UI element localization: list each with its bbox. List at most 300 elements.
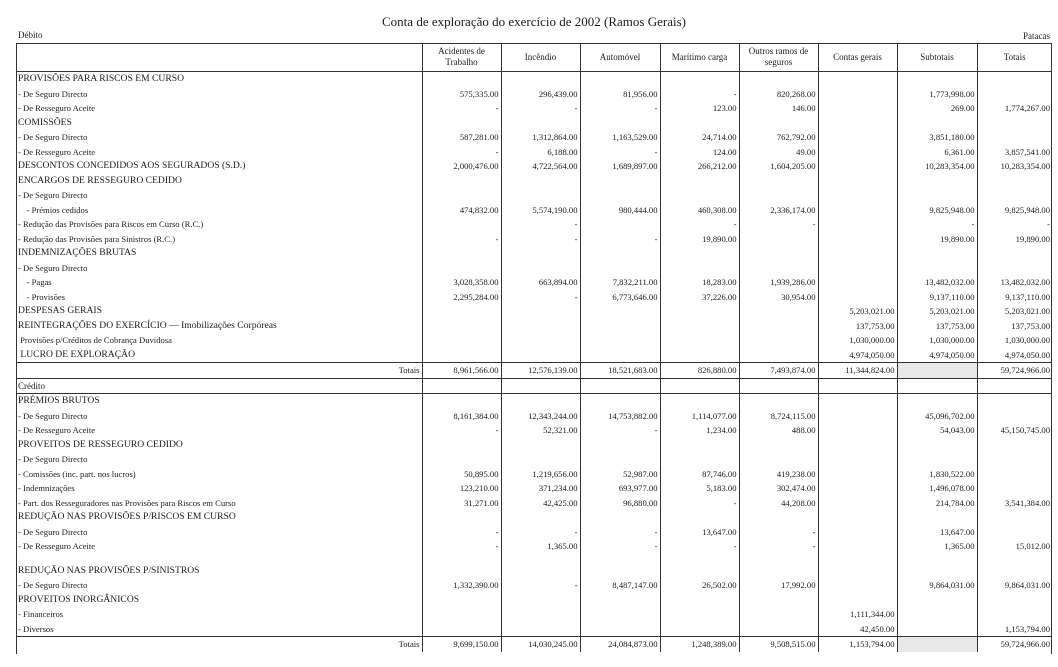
value-cell: [501, 622, 580, 637]
value-cell: [977, 394, 1052, 409]
column-header: Automóvel: [580, 43, 660, 72]
value-cell: 2,295,284.00: [422, 290, 501, 305]
table-row: [16, 275, 1052, 290]
value-cell: [897, 378, 977, 394]
row-label: - De Seguro Directo: [18, 526, 88, 537]
value-cell: 12,343,244.00: [501, 409, 580, 424]
value-cell: [501, 116, 580, 131]
column-header: Contas gerais: [818, 43, 897, 72]
value-cell: 371,234.00: [501, 481, 580, 496]
value-cell: [422, 304, 501, 319]
value-cell: 693,977.00: [580, 481, 660, 496]
value-cell: 8,724,115.00: [739, 409, 818, 424]
value-cell: [660, 378, 739, 394]
value-cell: 137,753.00: [897, 319, 977, 334]
value-cell: 81,956.00: [580, 87, 660, 102]
value-cell: [660, 304, 739, 319]
value-cell: [897, 593, 977, 608]
table-row: [16, 348, 1052, 363]
value-cell: 31,271.00: [422, 496, 501, 511]
totals-row: [16, 637, 1052, 652]
value-cell: [977, 116, 1052, 131]
value-cell: 1,114,077.00: [660, 409, 739, 424]
value-cell: [580, 188, 660, 203]
value-cell: [897, 394, 977, 409]
row-label: - Provisões: [18, 291, 66, 302]
value-cell: [977, 593, 1052, 608]
value-cell: 45,150,745.00: [977, 423, 1052, 438]
row-label: - De Resseguro Aceite: [18, 541, 96, 552]
row-label: Provisões p/Créditos de Cobrança Duvidosa: [18, 335, 172, 346]
row-label: PROVISÕES PARA RISCOS EM CURSO: [18, 73, 184, 85]
value-cell: 8,487,147.00: [580, 578, 660, 593]
value-cell: [818, 578, 897, 593]
value-cell: 7,493,874.00: [739, 363, 818, 379]
value-cell: 8,161,384.00: [422, 409, 501, 424]
value-cell: 266,212.00: [660, 159, 739, 174]
value-cell: [818, 72, 897, 87]
value-cell: 820,268.00: [739, 87, 818, 102]
value-cell: [660, 607, 739, 622]
value-cell: [501, 319, 580, 334]
document-title: Conta de exploração do exercício de 2002 (Ramos Gerais): [382, 14, 686, 29]
value-cell: [739, 188, 818, 203]
value-cell: [501, 348, 580, 363]
value-cell: [739, 378, 818, 394]
value-cell: [977, 607, 1052, 622]
value-cell: 24,084,873.00: [580, 637, 660, 652]
value-cell: 18,283.00: [660, 275, 739, 290]
row-label: - De Seguro Directo: [18, 88, 88, 99]
value-cell: 52,987.00: [580, 467, 660, 482]
value-cell: 1,332,390.00: [422, 578, 501, 593]
table-row: [16, 159, 1052, 174]
value-cell: 1,030,000.00: [897, 333, 977, 348]
row-label: PROVEITOS DE RESSEGURO CEDIDO: [18, 438, 183, 450]
value-cell: [422, 319, 501, 334]
value-cell: 2,336,174.00: [739, 203, 818, 218]
value-cell: 762,792.00: [739, 130, 818, 145]
value-cell: [739, 333, 818, 348]
value-cell: -: [501, 290, 580, 305]
value-cell: [422, 217, 501, 232]
value-cell: [580, 319, 660, 334]
table-row: [16, 174, 1052, 189]
value-cell: [739, 554, 818, 564]
value-cell: 10,283,354.00: [977, 159, 1052, 174]
value-cell: [897, 116, 977, 131]
value-cell: [660, 261, 739, 276]
value-cell: [660, 564, 739, 579]
accounts-table: [16, 43, 1052, 652]
row-label: - De Resseguro Aceite: [18, 103, 96, 114]
value-cell: -: [422, 539, 501, 554]
table-row: [16, 423, 1052, 438]
value-cell: 1,365.00: [501, 539, 580, 554]
value-cell: [818, 423, 897, 438]
value-cell: 26,502.00: [660, 578, 739, 593]
value-cell: [977, 188, 1052, 203]
value-cell: [977, 467, 1052, 482]
value-cell: [660, 554, 739, 564]
value-cell: [818, 174, 897, 189]
value-cell: [501, 452, 580, 467]
value-cell: [501, 246, 580, 261]
value-cell: [897, 554, 977, 564]
value-cell: 7,832,211.00: [580, 275, 660, 290]
value-cell: [422, 333, 501, 348]
value-cell: [739, 174, 818, 189]
value-cell: 1,365.00: [897, 539, 977, 554]
value-cell: [580, 348, 660, 363]
table-row: [16, 203, 1052, 218]
value-cell: -: [977, 217, 1052, 232]
table-row: [16, 467, 1052, 482]
debit-heading: Débito: [18, 30, 43, 40]
table-row: [16, 438, 1052, 453]
table-row: [16, 525, 1052, 540]
value-cell: 17,992.00: [739, 578, 818, 593]
value-cell: [818, 290, 897, 305]
value-cell: [660, 319, 739, 334]
value-cell: [660, 246, 739, 261]
value-cell: 13,647.00: [897, 525, 977, 540]
value-cell: [660, 174, 739, 189]
table-row: [16, 496, 1052, 511]
value-cell: 1,030,000.00: [818, 333, 897, 348]
value-cell: 3,028,358.00: [422, 275, 501, 290]
row-label: - De Resseguro Aceite: [18, 425, 96, 436]
value-cell: [818, 217, 897, 232]
value-cell: [580, 174, 660, 189]
value-cell: [977, 564, 1052, 579]
value-cell: [818, 510, 897, 525]
value-cell: 49.00: [739, 145, 818, 160]
value-cell: 1,153,794.00: [977, 622, 1052, 637]
value-cell: 474,832.00: [422, 203, 501, 218]
value-cell: 4,974,050.00: [977, 348, 1052, 363]
value-cell: -: [580, 101, 660, 116]
table-row: [16, 481, 1052, 496]
table-row: [16, 319, 1052, 334]
value-cell: -: [580, 232, 660, 247]
table-row: [16, 554, 1052, 564]
column-header: Outros ramos de seguros: [739, 43, 818, 72]
value-cell: [660, 333, 739, 348]
column-header: Incêndio: [501, 43, 580, 72]
value-cell: [897, 188, 977, 203]
value-cell: 2,000,476.00: [422, 159, 501, 174]
value-cell: [977, 174, 1052, 189]
value-cell: [818, 261, 897, 276]
value-cell: [422, 174, 501, 189]
value-cell: -: [422, 525, 501, 540]
value-cell: [897, 72, 977, 87]
row-label: Totais: [16, 637, 422, 652]
value-cell: [660, 438, 739, 453]
value-cell: [580, 304, 660, 319]
row-label: ENCARGOS DE RESSEGURO CEDIDO: [18, 174, 182, 186]
table-row: [16, 246, 1052, 261]
value-cell: 123.00: [660, 101, 739, 116]
value-cell: -: [660, 496, 739, 511]
value-cell: 12,576,139.00: [501, 363, 580, 379]
value-cell: 96,880.00: [580, 496, 660, 511]
value-cell: -: [501, 232, 580, 247]
value-cell: [818, 87, 897, 102]
value-cell: 123,210.00: [422, 481, 501, 496]
value-cell: 5,203,021.00: [818, 304, 897, 319]
value-cell: [818, 145, 897, 160]
row-label: REDUÇÃO NAS PROVISÕES P/RISCOS EM CURSO: [18, 511, 236, 523]
value-cell: [977, 87, 1052, 102]
value-cell: 54,043.00: [897, 423, 977, 438]
value-cell: [660, 188, 739, 203]
value-cell: [501, 394, 580, 409]
row-label: PROVEITOS INORGÂNICOS: [18, 593, 140, 605]
value-cell: [739, 452, 818, 467]
value-cell: [422, 593, 501, 608]
value-cell: 52,321.00: [501, 423, 580, 438]
value-cell: [660, 593, 739, 608]
table-row: [16, 101, 1052, 116]
value-cell: [422, 394, 501, 409]
value-cell: 45,096,702.00: [897, 409, 977, 424]
value-cell: [897, 261, 977, 276]
value-cell: 9,137,110.00: [897, 290, 977, 305]
value-cell: 587,281.00: [422, 130, 501, 145]
value-cell: 13,482,032.00: [977, 275, 1052, 290]
value-cell: 19,890.00: [977, 232, 1052, 247]
value-cell: [897, 564, 977, 579]
value-cell: [818, 275, 897, 290]
value-cell: [660, 116, 739, 131]
value-cell: 87,746.00: [660, 467, 739, 482]
column-header-row: [16, 43, 1052, 72]
value-cell: [818, 452, 897, 467]
value-cell: 3,851,180.00: [897, 130, 977, 145]
row-label: INDEMNIZAÇÕES BRUTAS: [18, 247, 137, 259]
value-cell: 302,474.00: [739, 481, 818, 496]
table-row: [16, 261, 1052, 276]
value-cell: [977, 72, 1052, 87]
value-cell: [422, 72, 501, 87]
row-label: - Redução das Provisões para Sinistros (R.C.): [18, 233, 176, 244]
value-cell: [422, 554, 501, 564]
value-cell: 14,030,245.00: [501, 637, 580, 652]
value-cell: [422, 188, 501, 203]
value-cell: 5,574,190.00: [501, 203, 580, 218]
value-cell: 460,308.00: [660, 203, 739, 218]
value-cell: 1,604,205.00: [739, 159, 818, 174]
table-row: [16, 409, 1052, 424]
value-cell: 124.00: [660, 145, 739, 160]
value-cell: 18,521,683.00: [580, 363, 660, 379]
value-cell: [580, 622, 660, 637]
row-label: REINTEGRAÇÕES DO EXERCÍCIO — Imobilizações Corpóreas: [18, 319, 277, 331]
value-cell: 8,961,566.00: [422, 363, 501, 379]
value-cell: -: [739, 539, 818, 554]
value-cell: 9,137,110.00: [977, 290, 1052, 305]
value-cell: 980,444.00: [580, 203, 660, 218]
header-label-cell: [16, 43, 422, 72]
value-cell: [818, 130, 897, 145]
value-cell: [897, 637, 977, 652]
row-label: - Prémios cedidos: [18, 204, 89, 215]
value-cell: [818, 467, 897, 482]
value-cell: [739, 607, 818, 622]
table-row: [16, 232, 1052, 247]
value-cell: [897, 510, 977, 525]
value-cell: 296,439.00: [501, 87, 580, 102]
value-cell: [422, 261, 501, 276]
value-cell: [977, 409, 1052, 424]
totals-row: [16, 363, 1052, 379]
table-row: [16, 145, 1052, 160]
value-cell: 5,203,021.00: [977, 304, 1052, 319]
value-cell: [818, 116, 897, 131]
value-cell: [580, 394, 660, 409]
value-cell: [580, 452, 660, 467]
value-cell: -: [897, 217, 977, 232]
value-cell: [422, 438, 501, 453]
row-label: Totais: [16, 363, 422, 379]
table-row: [16, 378, 1052, 394]
value-cell: [580, 261, 660, 276]
value-cell: 11,344,824.00: [818, 363, 897, 379]
value-cell: 3,857,541.00: [977, 145, 1052, 160]
value-cell: 50,895.00: [422, 467, 501, 482]
value-cell: [739, 622, 818, 637]
value-cell: [580, 72, 660, 87]
value-cell: [897, 438, 977, 453]
value-cell: [739, 304, 818, 319]
table-row: [16, 333, 1052, 348]
row-label: - De Seguro Directo: [18, 190, 88, 201]
value-cell: [422, 510, 501, 525]
value-cell: [818, 554, 897, 564]
value-cell: 575,335.00: [422, 87, 501, 102]
value-cell: 6,188.00: [501, 145, 580, 160]
value-cell: -: [422, 101, 501, 116]
value-cell: [501, 72, 580, 87]
value-cell: 6,773,646.00: [580, 290, 660, 305]
row-label: - De Seguro Directo: [18, 454, 88, 465]
row-label: - De Seguro Directo: [18, 580, 88, 591]
value-cell: [818, 232, 897, 247]
row-label: LUCRO DE EXPLORAÇÃO: [18, 348, 135, 360]
value-cell: [818, 564, 897, 579]
row-label: DESPESAS GERAIS: [18, 305, 102, 317]
value-cell: [818, 246, 897, 261]
value-cell: [977, 246, 1052, 261]
value-cell: -: [739, 217, 818, 232]
value-cell: -: [660, 539, 739, 554]
value-cell: [580, 564, 660, 579]
value-cell: 1,496,078.00: [897, 481, 977, 496]
value-cell: [422, 348, 501, 363]
row-label: COMISSÕES: [18, 116, 72, 128]
value-cell: 1,219,656.00: [501, 467, 580, 482]
table-row: [16, 394, 1052, 409]
value-cell: 1,153,794.00: [818, 637, 897, 652]
value-cell: [739, 348, 818, 363]
value-cell: [977, 481, 1052, 496]
row-label: - Indemnizações: [18, 483, 75, 494]
value-cell: [422, 116, 501, 131]
value-cell: [501, 438, 580, 453]
row-label: DESCONTOS CONCEDIDOS AOS SEGURADOS (S.D.): [18, 160, 246, 172]
value-cell: [739, 394, 818, 409]
value-cell: [422, 622, 501, 637]
value-cell: 9,825,948.00: [977, 203, 1052, 218]
value-cell: 59,724,966.00: [977, 363, 1052, 379]
value-cell: [977, 378, 1052, 394]
value-cell: [818, 481, 897, 496]
value-cell: 419,238.00: [739, 467, 818, 482]
row-label: - De Resseguro Aceite: [18, 146, 96, 157]
table-row: [16, 510, 1052, 525]
value-cell: 5,183.00: [660, 481, 739, 496]
currency-label: Patacas: [1023, 31, 1050, 41]
value-cell: [580, 246, 660, 261]
value-cell: 9,508,515.00: [739, 637, 818, 652]
value-cell: [977, 452, 1052, 467]
value-cell: [897, 174, 977, 189]
value-cell: 663,894.00: [501, 275, 580, 290]
row-label: - Pagas: [18, 277, 52, 288]
table-row: [16, 217, 1052, 232]
value-cell: [580, 438, 660, 453]
value-cell: 14,753,882.00: [580, 409, 660, 424]
value-cell: 37,226.00: [660, 290, 739, 305]
value-cell: [501, 607, 580, 622]
value-cell: 19,890.00: [660, 232, 739, 247]
value-cell: 1,774,267.00: [977, 101, 1052, 116]
value-cell: [580, 333, 660, 348]
value-cell: [739, 438, 818, 453]
value-cell: [580, 607, 660, 622]
value-cell: [660, 394, 739, 409]
value-cell: [501, 333, 580, 348]
row-label: - Part. dos Resseguradores nas Provisões para Riscos em Curso: [18, 497, 236, 508]
value-cell: [739, 564, 818, 579]
table-row: [16, 188, 1052, 203]
value-cell: 6,361.00: [897, 145, 977, 160]
value-cell: 42,425.00: [501, 496, 580, 511]
value-cell: [739, 593, 818, 608]
credit-heading: Crédito: [16, 378, 422, 394]
value-cell: [818, 525, 897, 540]
value-cell: [422, 246, 501, 261]
row-label: - Redução das Provisões para Riscos em Curso (R.C.): [18, 219, 204, 230]
value-cell: [580, 116, 660, 131]
value-cell: [977, 525, 1052, 540]
value-cell: 488.00: [739, 423, 818, 438]
value-cell: [580, 554, 660, 564]
value-cell: 146.00: [739, 101, 818, 116]
value-cell: [739, 246, 818, 261]
value-cell: -: [660, 87, 739, 102]
value-cell: [422, 607, 501, 622]
table-row: [16, 304, 1052, 319]
value-cell: -: [580, 145, 660, 160]
value-cell: 826,880.00: [660, 363, 739, 379]
row-label: - Diversos: [18, 623, 54, 634]
value-cell: [739, 261, 818, 276]
value-cell: 1,939,286.00: [739, 275, 818, 290]
value-cell: [580, 510, 660, 525]
